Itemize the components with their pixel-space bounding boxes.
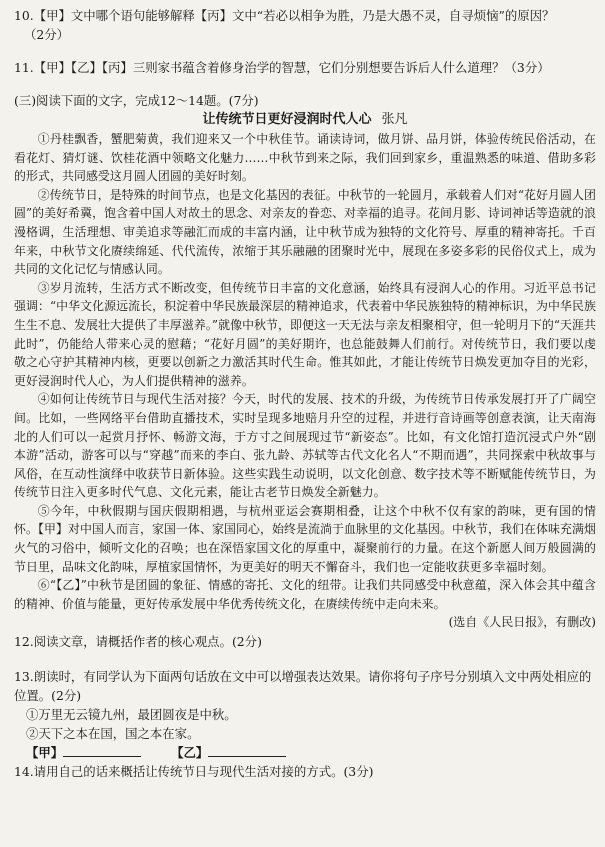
article-paragraph-1: ①丹桂飘香，蟹肥菊黄，我们迎来又一个中秋佳节。诵读诗词，做月饼、品月饼，体验传统民俗活动，在看花灯、猜灯谜、饮桂花酒中领略文化魅力……中秋节到来之际，我们回到家乡，重温熟悉的味道、借助多彩的形式，共同感受这月圆人团圆的美好时刻。	[14, 132, 596, 184]
question-12: 12.阅读文章，请概括作者的核心观点。(2分)	[14, 634, 262, 650]
article-title	[14, 110, 596, 130]
article-title-text: 让传统节日更好浸润时代人心	[202, 112, 372, 127]
question-10-text: 10.【甲】文中哪个语句能够解释【丙】文中“若必以相争为胜，乃是大愚不灵，自寻烦恼”的原因？	[14, 8, 555, 23]
question-13-option-1: ①万里无云镜九州，最团圆夜是中秋。	[26, 707, 237, 723]
answer-blank-b[interactable]	[208, 743, 286, 757]
article-paragraph-2: ②传统节日，是特殊的时间节点，也是文化基因的表征。中秋节的一轮圆月，承载着人们对“花好月圆人团圆”的美好希冀，饱含着中国人对故土的思念、对亲友的眷恋、对幸福的追寻。花间月影、诗词神话等造就的浪漫格调，生活理想、审美追求等融汇而成的丰富内涵，让中秋节成为独特的文化符号、厚重的精神寄托。千百年来，中秋节文化赓续绵延、代代流传，浓缩于其乐融融的团聚时光中，展现在多姿多彩的民俗仪式上，成为共同的文化记忆与情感认同。	[14, 187, 596, 277]
answer-label-b: 【乙】	[171, 745, 209, 761]
question-14: 14.请用自己的话来概括让传统节日与现代生活对接的方式。(3分)	[14, 764, 374, 780]
article-paragraph-5: ⑤今年，中秋假期与国庆假期相遇，与杭州亚运会赛期相叠，让这个中秋不仅有家的韵味，更有国的情怀。【甲】对中国人而言，家国一体、家国同心，始终是流淌于血脉里的文化基因。中秋节，我们在体味充满烟火气的习俗中，倾听文化的召唤；也在深悟家国文化的厚重中，凝聚前行的力量。在这个新愿人间万般圆满的节日里，品味文化韵味，厚植家国情怀，为更美好的明天不懈奋斗，我们也一定能收获更多幸福时刻。	[14, 503, 596, 574]
question-10-points: （2分）	[24, 27, 70, 42]
question-11: 11.【甲】【乙】【丙】三则家书蕴含着修身治学的智慧，它们分别想要告诉后人什么道理？（3分）	[14, 60, 550, 75]
answer-blank-a[interactable]	[63, 743, 141, 757]
question-13-points: (2分)	[51, 688, 82, 704]
article-paragraph-3: ③岁月流转，生活方式不断改变，但传统节日丰富的文化意涵，始终具有浸润人心的作用。习近平总书记强调：“中华文化源远流长，积淀着中华民族最深层的精神追求，代表着中华民族独特的精神标识，为中华民族生生不息、发展壮大提供了丰厚滋养。”就像中秋节，即便这一天无法与亲友相聚相守，但一轮明月下的“天涯共此时”，仍能给人带来心灵的慰藉；“花好月圆”的美好期许，也总能鼓舞人们前行。对传统节日，我们要以虔敬之心守护其精神内核，更要以创新之力激活其时代生命。惟其如此，才能让传统节日焕发更加夺目的光彩，更好浸润时代人心，为人们提供精神的滋养。	[14, 280, 596, 388]
question-13	[14, 667, 596, 705]
article-paragraph-6: ⑥“【乙】”中秋节是团圆的象征、情感的寄托、文化的纽带。让我们共同感受中秋意蕴，深入体会其中蕴含的精神、价值与能量，更好传承发展中华优秀传统文化，在赓续传统中走向未来。	[14, 578, 596, 611]
section-heading: (三)阅读下面的文字，完成12～14题。(7分)	[14, 93, 259, 108]
answer-label-a: 【甲】	[26, 745, 64, 761]
exam-page	[14, 6, 596, 781]
article-paragraph-4: ④如何让传统节日与现代生活对接？今天，时代的发展、技术的升级，为传统节日传承发展打开了广阔空间。比如，一些网络平台借助直播技术，实时呈现多地赔月升空的过程，并进行音诗画等创意表演，让天南海北的人们可以一起赏月抒怀、畅游文海，于方寸之间展现过节“新姿态”。比如，有文化馆打造沉浸式户外“剧本游”活动，游客可以与“穿越”而来的李白、张九龄、苏轼等古代文化名人“不期而遇”，共同探索中秋故事与风俗，在互动性演绎中收获节日新体验。这些实践生动说明，以文化创意、数字技术等不断赋能传统节日，为传统节日注入更多时代气息、文化元素，能让古老节日焕发全新魅力。	[14, 392, 596, 500]
article-author: 张凡	[381, 112, 408, 127]
question-10	[14, 6, 596, 44]
article-source: (选自《人民日报》，有删改)	[448, 615, 596, 630]
question-13-text: 13.朗读时，有同学认为下面两句话放在文中可以增强表达效果。请你将句子序号分别填入文中两处相应的位置。	[14, 669, 592, 704]
question-13-option-2: ②天下之本在国，国之本在家。	[26, 726, 200, 742]
question-13-answer-row	[14, 743, 596, 762]
